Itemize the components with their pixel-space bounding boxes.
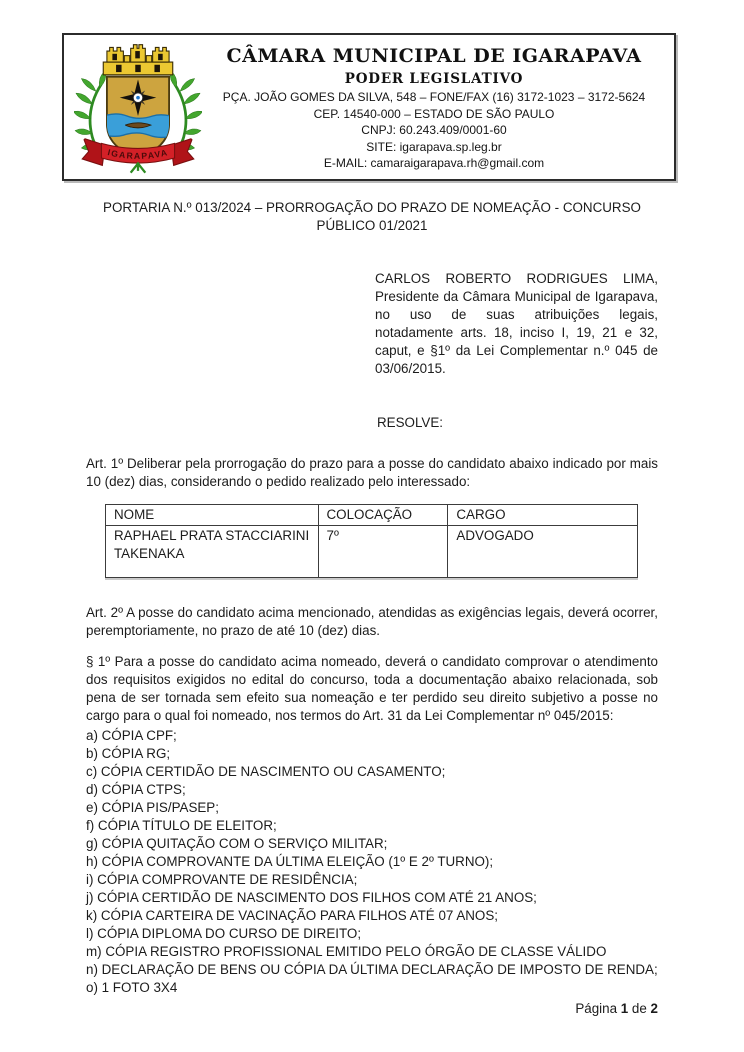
footer-page-number: 1 xyxy=(620,1001,629,1016)
site-line: SITE: igarapava.sp.leg.br xyxy=(366,139,502,154)
org-name: CÂMARA MUNICIPAL DE IGARAPAVA xyxy=(226,45,642,68)
footer-total-pages: 2 xyxy=(650,1001,658,1016)
checklist-item: f) CÓPIA TÍTULO DE ELEITOR; xyxy=(86,818,277,833)
resolve-clause: RESOLVE: xyxy=(377,415,443,430)
checklist-item: d) CÓPIA CTPS; xyxy=(86,782,186,797)
footer-separator: de xyxy=(628,1001,651,1016)
cell-cargo: ADVOGADO xyxy=(448,526,638,578)
cell-colocacao: 7º xyxy=(318,526,448,578)
document-title: PORTARIA N.º 013/2024 – PRORROGAÇÃO DO PRAZO DE NOMEAÇÃO - CONCURSO PÚBLICO 01/2021 xyxy=(103,200,641,233)
paragraph-1: § 1º Para a posse do candidato acima nomeado, deverá o candidato comprovar o atendimento dos requisitos exigidos no edital do concurso, toda a documentação abaixo relacionada, sob pena de ser tornada sem efeito sua nomeação e ter perdido seu direito subjetivo a posse no cargo para o qual foi nomeado, nos termos do Art. 31 da Lei Complementar nº 045/2015: xyxy=(86,654,658,723)
document-body xyxy=(86,0,658,1018)
checklist-item: e) CÓPIA PIS/PASEP; xyxy=(86,800,219,815)
checklist-item: l) CÓPIA DIPLOMA DO CURSO DE DIREITO; xyxy=(86,926,362,941)
address-line-2: CEP. 14540-000 – ESTADO DE SÃO PAULO xyxy=(313,106,555,121)
column-header-nome: NOME xyxy=(106,505,319,526)
checklist-item: b) CÓPIA RG; xyxy=(86,746,171,761)
page-footer xyxy=(86,1000,658,1018)
cnpj-line: CNPJ: 60.243.409/0001-60 xyxy=(361,123,507,138)
checklist-item: j) CÓPIA CERTIDÃO DE NASCIMENTO DOS FILHOS COM ATÉ 21 ANOS; xyxy=(86,890,537,905)
article-1-paragraph: Art. 1º Deliberar pela prorrogação do prazo para a posse do candidato abaixo indicado por mais 10 (dez) dias, considerando o pedido realizado pelo interessado: xyxy=(86,456,658,489)
checklist-item: c) CÓPIA CERTIDÃO DE NASCIMENTO OU CASAMENTO; xyxy=(86,764,446,779)
address-line-1: PÇA. JOÃO GOMES DA SILVA, 548 – FONE/FAX (16) 3172-1023 – 3172-5624 xyxy=(222,90,646,105)
checklist-item: i) CÓPIA COMPROVANTE DE RESIDÊNCIA; xyxy=(86,872,358,887)
document-checklist xyxy=(86,727,658,997)
org-subtitle: PODER LEGISLATIVO xyxy=(344,71,524,88)
checklist-item: m) CÓPIA REGISTRO PROFISSIONAL EMITIDO PELO ÓRGÃO DE CLASSE VÁLIDO xyxy=(86,944,607,959)
table-row xyxy=(106,526,638,578)
email-line: E-MAIL: camaraigarapava.rh@gmail.com xyxy=(323,156,545,171)
table-header-row xyxy=(106,505,638,526)
checklist-item: n) DECLARAÇÃO DE BENS OU CÓPIA DA ÚLTIMA DECLARAÇÃO DE IMPOSTO DE RENDA; xyxy=(86,962,658,977)
checklist-item: o) 1 FOTO 3X4 xyxy=(86,980,178,995)
article-2-paragraph: Art. 2º A posse do candidato acima mencionado, atendidas as exigências legais, deverá ocorrer, peremptoriamente, no prazo de até 10 (dez) dias. xyxy=(86,605,658,638)
footer-label: Página xyxy=(575,1001,621,1016)
column-header-cargo: CARGO xyxy=(448,505,638,526)
checklist-item: g) CÓPIA QUITAÇÃO COM O SERVIÇO MILITAR; xyxy=(86,836,388,851)
checklist-item: a) CÓPIA CPF; xyxy=(86,728,177,743)
preamble-paragraph: CARLOS ROBERTO RODRIGUES LIMA, Presidente da Câmara Municipal de Igarapava, no uso de suas atribuições legais, notadamente arts. 18, inciso I, 19, 21 e 32, caput, e §1º da Lei Complementar n.º 045 de 03/06/2015. xyxy=(375,271,658,376)
column-header-colocacao: COLOCAÇÃO xyxy=(318,505,448,526)
ribbon-text: IGARAPAVA xyxy=(106,146,170,161)
cell-nome: RAPHAEL PRATA STACCIARINI TAKENAKA xyxy=(106,526,319,578)
checklist-item: h) CÓPIA COMPROVANTE DA ÚLTIMA ELEIÇÃO (1º E 2º TURNO); xyxy=(86,854,494,869)
candidates-table xyxy=(105,504,638,578)
checklist-item: k) CÓPIA CARTEIRA DE VACINAÇÃO PARA FILHOS ATÉ 07 ANOS; xyxy=(86,908,498,923)
